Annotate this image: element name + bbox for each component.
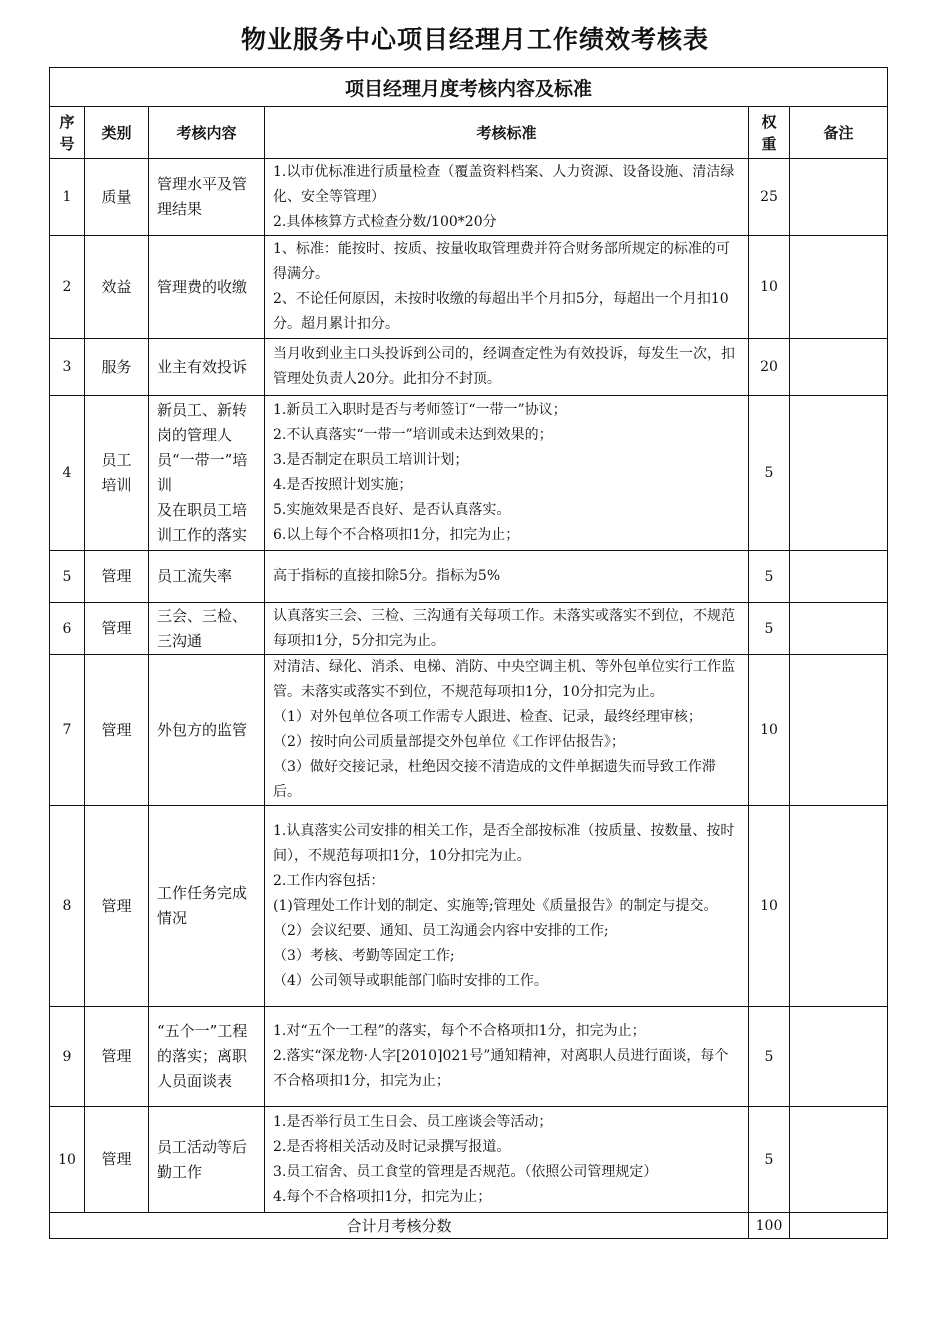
standard-line: 1.认真落实公司安排的相关工作，是否全部按标准（按质量、按数量、按时间），不规范每项扣1分，10分扣完为止。 [273, 822, 735, 864]
standard-line: （3）考核、考勤等固定工作; [273, 947, 455, 964]
standard-line: 认真落实三会、三检、三沟通有关每项工作。未落实或落实不到位，不规范每项扣1分，5分扣完为止。 [273, 607, 735, 649]
row-standard [265, 1007, 749, 1107]
standard-line: 4.每个不合格项扣1分，扣完为止； [273, 1188, 492, 1205]
row-item: 管理水平及管理结果 [149, 159, 265, 236]
row-note [790, 551, 888, 603]
row-number: 10 [50, 1107, 85, 1213]
row-standard [265, 551, 749, 603]
total-label: 合计月考核分数 [50, 1213, 749, 1239]
row-weight: 5 [749, 396, 790, 551]
row-category: 管理 [85, 1107, 149, 1213]
row-category: 管理 [85, 603, 149, 655]
row-number: 8 [50, 806, 85, 1007]
standard-line: 6.以上每个不合格项扣1分，扣完为止； [273, 527, 520, 543]
row-note [790, 655, 888, 806]
row-item: 员工活动等后勤工作 [149, 1107, 265, 1213]
assessment-table [49, 67, 888, 1239]
row-item: 三会、三检、三沟通 [149, 603, 265, 655]
row-note [790, 236, 888, 339]
row-weight: 5 [749, 1007, 790, 1107]
header-standard: 考核标准 [265, 107, 749, 159]
row-standard [265, 655, 749, 806]
row-number: 5 [50, 551, 85, 603]
standard-line: 2.是否将相关活动及时记录撰写报道。 [273, 1138, 511, 1155]
standard-line: 对清洁、绿化、消杀、电梯、消防、中央空调主机、等外包单位实行工作监管。未落实或落实不到位，不规范每项扣1分，10分扣完为止。 [273, 659, 735, 700]
row-note [790, 396, 888, 551]
standard-line: 2、不论任何原因，未按时收缴的每超出半个月扣5分，每超出一个月扣10分。超月累计扣分。 [273, 291, 729, 332]
standard-line: 4.是否按照计划实施； [273, 477, 413, 493]
row-standard [265, 339, 749, 396]
row-category: 效益 [85, 236, 149, 339]
table-row [50, 655, 888, 806]
row-item: 业主有效投诉 [149, 339, 265, 396]
row-weight: 5 [749, 1107, 790, 1213]
header-weight-char-2: 重 [761, 134, 777, 153]
standard-line: 1.是否举行员工生日会、员工座谈会等活动； [273, 1113, 553, 1130]
standard-line: 3.员工宿舍、员工食堂的管理是否规范。（依照公司管理规定） [273, 1163, 658, 1180]
row-weight: 10 [749, 236, 790, 339]
row-number: 4 [50, 396, 85, 551]
table-row [50, 1007, 888, 1107]
standard-line: （3）做好交接记录，杜绝因交接不清造成的文件单据遗失而导致工作滞后。 [273, 759, 716, 800]
row-note [790, 603, 888, 655]
row-note [790, 1007, 888, 1107]
standard-line: 1.新员工入职时是否与考师签订“一带一”协议； [273, 402, 567, 418]
row-weight: 10 [749, 655, 790, 806]
row-category: 质量 [85, 159, 149, 236]
row-number: 7 [50, 655, 85, 806]
row-standard [265, 159, 749, 236]
row-category: 管理 [85, 1007, 149, 1107]
total-note [790, 1213, 888, 1239]
standard-line: 高于指标的直接扣除5分。指标为5% [273, 568, 501, 584]
row-weight: 25 [749, 159, 790, 236]
section-title: 项目经理月度考核内容及标准 [50, 68, 888, 107]
total-weight: 100 [749, 1213, 790, 1239]
row-weight: 5 [749, 551, 790, 603]
standard-line: 2.具体核算方式检查分数/100*20分 [273, 213, 497, 230]
standard-line: （2）按时向公司质量部提交外包单位《工作评估报告》； [273, 734, 625, 750]
standard-line: (1)管理处工作计划的制定、实施等;管理处《质量报告》的制定与提交。 [273, 897, 718, 914]
table-row [50, 603, 888, 655]
document-title: 物业服务中心项目经理月工作绩效考核表 [240, 25, 709, 54]
header-weight [749, 107, 790, 159]
row-item: 管理费的收缴 [149, 236, 265, 339]
header-seq-char-1: 序 [59, 112, 75, 131]
row-note [790, 159, 888, 236]
table-row [50, 396, 888, 551]
row-item: 外包方的监管 [149, 655, 265, 806]
standard-line: （1）对外包单位各项工作需专人跟进、检查、记录，最终经理审核； [273, 709, 702, 725]
standard-line: 2.工作内容包括： [273, 872, 385, 889]
row-standard [265, 603, 749, 655]
header-note: 备注 [790, 107, 888, 159]
row-category: 员工培训 [85, 396, 149, 551]
row-note [790, 806, 888, 1007]
row-standard [265, 806, 749, 1007]
row-item: 员工流失率 [149, 551, 265, 603]
row-item: 工作任务完成情况 [149, 806, 265, 1007]
header-category: 类别 [85, 107, 149, 159]
standard-line: 1、标准：能按时、按质、按量收取管理费并符合财务部所规定的标准的可得满分。 [273, 241, 730, 282]
standard-line: 2.不认真落实“一带一”培训或未达到效果的； [273, 427, 553, 443]
standard-line: 3.是否制定在职员工培训计划； [273, 452, 469, 468]
row-weight: 10 [749, 806, 790, 1007]
header-seq [50, 107, 85, 159]
standard-line: 1.对“五个一工程”的落实，每个不合格项扣1分，扣完为止； [273, 1023, 646, 1039]
row-item: 新员工、新转岗的管理人员“一带一”培训 及在职员工培训工作的落实 [149, 396, 265, 551]
header-seq-char-2: 号 [59, 134, 75, 153]
table-row [50, 236, 888, 339]
header-weight-char-1: 权 [761, 112, 777, 131]
row-category: 服务 [85, 339, 149, 396]
row-weight: 20 [749, 339, 790, 396]
standard-line: （4）公司领导或职能部门临时安排的工作。 [273, 972, 548, 989]
row-weight: 5 [749, 603, 790, 655]
table-row [50, 159, 888, 236]
row-standard [265, 236, 749, 339]
row-item: “五个一”工程的落实；离职人员面谈表 [149, 1007, 265, 1107]
row-number: 6 [50, 603, 85, 655]
row-category: 管理 [85, 806, 149, 1007]
standard-line: 2.落实“深龙物·人字[2010]021号”通知精神，对离职人员进行面谈，每个不合格项扣1分，扣完为止； [273, 1048, 729, 1089]
row-number: 2 [50, 236, 85, 339]
row-number: 3 [50, 339, 85, 396]
table-row [50, 1107, 888, 1213]
table-row [50, 806, 888, 1007]
row-standard [265, 1107, 749, 1213]
table-row [50, 339, 888, 396]
table-row [50, 551, 888, 603]
row-note [790, 1107, 888, 1213]
standard-line: （2）会议纪要、通知、员工沟通会内容中安排的工作; [273, 922, 609, 939]
row-number: 9 [50, 1007, 85, 1107]
standard-line: 1.以市优标准进行质量检查（覆盖资料档案、人力资源、设备设施、清洁绿化、安全等管理） [273, 163, 735, 205]
row-standard [265, 396, 749, 551]
standard-line: 5.实施效果是否良好、是否认真落实。 [273, 502, 511, 518]
row-number: 1 [50, 159, 85, 236]
standard-line: 当月收到业主口头投诉到公司的，经调查定性为有效投诉，每发生一次，扣管理处负责人20分。此扣分不封顶。 [273, 346, 735, 387]
row-category: 管理 [85, 655, 149, 806]
table-body [50, 159, 888, 1213]
row-category: 管理 [85, 551, 149, 603]
header-item: 考核内容 [149, 107, 265, 159]
row-note [790, 339, 888, 396]
